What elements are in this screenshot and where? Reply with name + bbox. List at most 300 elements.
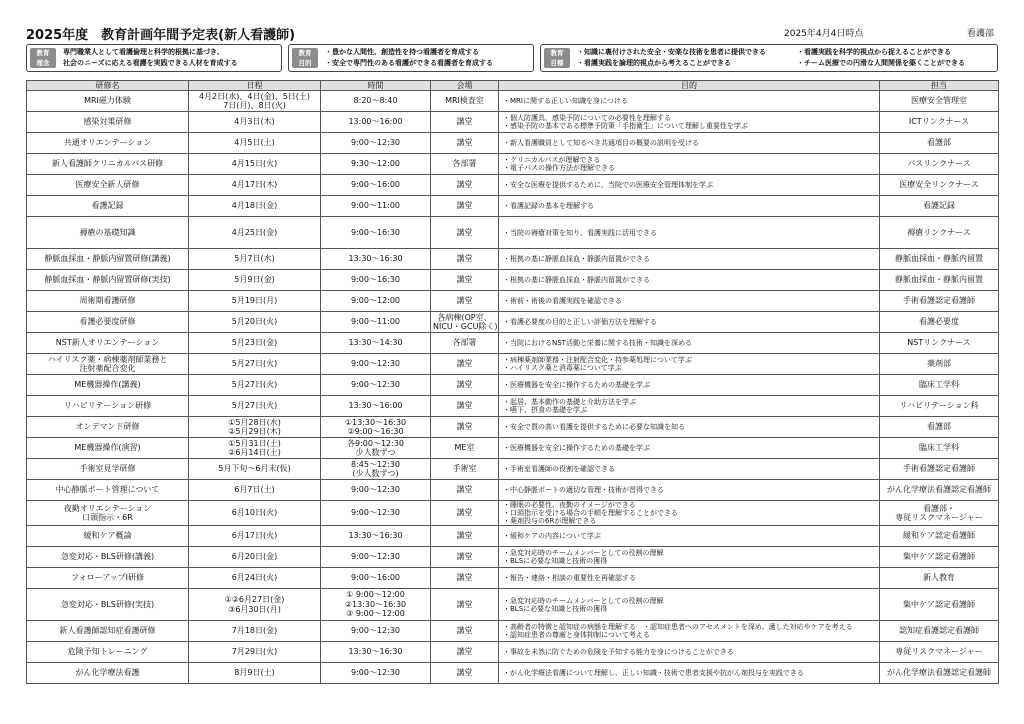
training-name-cell-line: リハビリテーション研修 bbox=[63, 401, 152, 411]
table-row bbox=[27, 526, 999, 547]
staff-cell bbox=[880, 196, 999, 217]
purpose-cell-line: ・報告・連絡・相談の重要性を再確認する bbox=[503, 574, 636, 582]
date-cell-line: 8月9日(土) bbox=[234, 668, 275, 678]
staff-cell-line: 看護部・ bbox=[923, 503, 955, 513]
time-cell bbox=[321, 217, 431, 249]
purpose-cell-line: ・起居、基本動作の基礎と介助方法を学ぶ bbox=[503, 398, 636, 406]
staff-cell-line: 新人教育 bbox=[923, 573, 955, 583]
staff-cell bbox=[880, 589, 999, 621]
training-name-cell bbox=[27, 249, 189, 270]
purpose-cell-line: ・術前・術後の看護実践を確認できる bbox=[503, 297, 622, 305]
time-cell-line: 9:00～12:30 bbox=[350, 508, 401, 518]
venue-cell-line: 各病棟(OP室、 bbox=[437, 312, 492, 322]
training-name-cell-line: 注射薬配合変化 bbox=[79, 364, 136, 373]
purpose-cell bbox=[499, 133, 880, 154]
time-cell bbox=[321, 175, 431, 196]
staff-cell bbox=[880, 417, 999, 438]
venue-cell-line: 講堂 bbox=[456, 422, 473, 432]
staff-cell-line: ICTリンクナース bbox=[908, 117, 970, 127]
table-row bbox=[27, 501, 999, 526]
purpose-cell-line: ・クリニカルパスが理解できる bbox=[503, 156, 601, 164]
date-cell-line: 5月23日(金) bbox=[231, 338, 278, 348]
staff-cell-line: 集中ケア認定看護師 bbox=[903, 599, 975, 609]
date-cell-line: 5月27日(火) bbox=[231, 359, 278, 369]
staff-cell bbox=[880, 333, 999, 354]
training-name-cell bbox=[27, 459, 189, 480]
training-name-cell bbox=[27, 547, 189, 568]
venue-cell-line: 講堂 bbox=[456, 647, 473, 657]
venue-cell bbox=[431, 396, 499, 417]
purpose-cell-line: ・根拠の基に静脈血採血・静脈内留置ができる bbox=[503, 255, 650, 263]
philosophy-tag: 教育 理念 bbox=[30, 48, 56, 68]
time-cell-line: 9:00～12:30 bbox=[350, 138, 401, 148]
header-date: 日程 bbox=[189, 81, 321, 91]
training-name-cell bbox=[27, 91, 189, 112]
purpose-cell-line: ・ハイリスク薬と消毒薬について学ぶ bbox=[503, 364, 622, 372]
training-name-cell bbox=[27, 354, 189, 375]
date-cell bbox=[189, 375, 321, 396]
staff-cell bbox=[880, 91, 999, 112]
header-training-name: 研修名 bbox=[27, 81, 189, 91]
training-name-cell-line: オンデマンド研修 bbox=[75, 422, 140, 432]
time-cell-line: 8:20～8:40 bbox=[353, 96, 398, 106]
time-cell bbox=[321, 621, 431, 642]
training-name-cell-line: ME機器操作(演習) bbox=[74, 443, 141, 453]
time-cell bbox=[321, 154, 431, 175]
date-cell-line: 4月3日(木) bbox=[234, 117, 275, 127]
date-cell-line: ③6月30日(月) bbox=[228, 604, 281, 614]
venue-cell-line: 講堂 bbox=[456, 508, 473, 518]
staff-cell bbox=[880, 501, 999, 526]
date-cell bbox=[189, 547, 321, 568]
staff-cell-line: 看護部 bbox=[927, 422, 951, 432]
date-cell bbox=[189, 133, 321, 154]
training-name-cell bbox=[27, 526, 189, 547]
venue-cell bbox=[431, 154, 499, 175]
purpose-cell bbox=[499, 547, 880, 568]
date-cell-line: 6月17日(火) bbox=[231, 531, 278, 541]
venue-cell bbox=[431, 291, 499, 312]
training-name-cell bbox=[27, 333, 189, 354]
header-time: 時間 bbox=[321, 81, 431, 91]
table-row bbox=[27, 480, 999, 501]
venue-cell-line: 講堂 bbox=[456, 380, 473, 390]
purpose-cell bbox=[499, 396, 880, 417]
venue-cell-line: 講堂 bbox=[456, 573, 473, 583]
training-name-cell-line: 看護必要度研修 bbox=[79, 317, 136, 327]
time-cell bbox=[321, 112, 431, 133]
venue-cell bbox=[431, 249, 499, 270]
training-name-cell-line: 危険予知トレーニング bbox=[67, 647, 148, 657]
venue-cell-line: NICU・GCU除く) bbox=[433, 322, 498, 331]
training-name-cell bbox=[27, 196, 189, 217]
venue-cell bbox=[431, 270, 499, 291]
table-row bbox=[27, 663, 999, 684]
purpose-cell-line: ・中心静脈ポートの適切な管理・技術が習得できる bbox=[503, 486, 664, 494]
staff-cell bbox=[880, 459, 999, 480]
time-cell bbox=[321, 249, 431, 270]
staff-cell bbox=[880, 568, 999, 589]
table-row bbox=[27, 112, 999, 133]
purpose-cell bbox=[499, 621, 880, 642]
training-name-cell-line: 緩和ケア概論 bbox=[83, 531, 132, 541]
time-cell bbox=[321, 438, 431, 459]
time-cell bbox=[321, 333, 431, 354]
venue-cell-line: 講堂 bbox=[456, 668, 473, 678]
venue-cell-line: 講堂 bbox=[456, 626, 473, 636]
header-venue: 会場 bbox=[431, 81, 499, 91]
date-cell-line: ②5月29日(木) bbox=[228, 427, 281, 436]
staff-cell-line: 医療安全管理室 bbox=[911, 96, 967, 106]
staff-cell-line: 手術看護認定看護師 bbox=[903, 296, 975, 306]
time-cell bbox=[321, 547, 431, 568]
purpose-cell-line: ・新人看護職員として知るべき共通項目の概要の説明を受ける bbox=[503, 139, 699, 147]
training-name-cell bbox=[27, 396, 189, 417]
staff-cell bbox=[880, 217, 999, 249]
training-name-cell bbox=[27, 568, 189, 589]
purpose-cell bbox=[499, 375, 880, 396]
training-name-cell bbox=[27, 417, 189, 438]
time-cell-line: ①13:30～16:30 bbox=[344, 417, 407, 427]
purpose-cell bbox=[499, 501, 880, 526]
time-cell bbox=[321, 396, 431, 417]
staff-cell-line: 認知症看護認定看護師 bbox=[899, 626, 979, 636]
staff-cell-line: パスリンクナース bbox=[907, 159, 971, 169]
goals-column-2: ・看護実践を科学的視点から捉えることができる ・チーム医療での円滑な人間関係を築くことができる bbox=[797, 48, 965, 67]
venue-cell bbox=[431, 133, 499, 154]
venue-cell-line: 講堂 bbox=[456, 531, 473, 541]
venue-cell bbox=[431, 375, 499, 396]
purpose-cell bbox=[499, 154, 880, 175]
venue-cell-line: 講堂 bbox=[456, 296, 473, 306]
venue-cell-line: 講堂 bbox=[456, 180, 473, 190]
purpose-cell-line: ・睡眠の必要性、夜勤のイメージができる bbox=[503, 501, 636, 509]
training-name-cell-line: 褥瘡の基礎知識 bbox=[79, 227, 136, 237]
date-cell bbox=[189, 312, 321, 333]
date-cell bbox=[189, 249, 321, 270]
staff-cell-line: NSTリンクナース bbox=[907, 338, 971, 348]
purpose-cell bbox=[499, 480, 880, 501]
training-name-cell bbox=[27, 291, 189, 312]
time-cell-line: 13:30～16:30 bbox=[348, 254, 403, 264]
time-cell-line: 各9:00～12:30 bbox=[346, 438, 405, 448]
time-cell-line: (少人数ずつ) bbox=[352, 469, 399, 478]
training-name-cell bbox=[27, 501, 189, 526]
date-cell-line: 7日(月)、8日(火) bbox=[223, 101, 286, 110]
training-name-cell-line: 夜勤オリエンテーション bbox=[63, 503, 152, 513]
time-cell bbox=[321, 663, 431, 684]
time-cell-line: 9:00～16:30 bbox=[350, 275, 401, 285]
time-cell-line: 9:00～12:00 bbox=[350, 296, 401, 306]
education-aim-box bbox=[288, 44, 534, 72]
venue-cell bbox=[431, 663, 499, 684]
purpose-cell-line: ・安全な医療を提供するために、当院での医療安全管理体制を学ぶ bbox=[503, 181, 713, 189]
time-cell bbox=[321, 589, 431, 621]
date-cell bbox=[189, 417, 321, 438]
time-cell-line: 9:00～12:30 bbox=[350, 380, 401, 390]
time-cell bbox=[321, 133, 431, 154]
date-cell-line: 4月2日(水)、4日(金)、5日(土) bbox=[198, 91, 311, 101]
venue-cell bbox=[431, 589, 499, 621]
training-schedule-table bbox=[26, 80, 999, 684]
venue-cell bbox=[431, 501, 499, 526]
staff-cell-line: 専従リスクマネージャー bbox=[895, 647, 983, 657]
table-row bbox=[27, 249, 999, 270]
training-name-cell-line: ME機器操作(講義) bbox=[74, 380, 141, 390]
training-name-cell-line: ハイリスク薬・病棟薬剤師業務と bbox=[47, 354, 168, 364]
training-name-cell-line: 周術期看護研修 bbox=[79, 296, 136, 306]
date-cell bbox=[189, 333, 321, 354]
training-name-cell bbox=[27, 438, 189, 459]
time-cell-line: 9:00～12:30 bbox=[350, 485, 401, 495]
purpose-cell bbox=[499, 459, 880, 480]
staff-cell bbox=[880, 642, 999, 663]
purpose-cell-line: ・MRIに関する正しい知識を身につける bbox=[503, 97, 628, 105]
purpose-cell-line: ・BLSに必要な知識と技術の獲得 bbox=[503, 557, 608, 565]
date-cell-line: 4月15日(火) bbox=[231, 159, 278, 169]
time-cell bbox=[321, 354, 431, 375]
purpose-cell-line: ・口頭指示を受ける場合の手順を理解することができる bbox=[503, 509, 678, 517]
date-cell bbox=[189, 663, 321, 684]
venue-cell-line: 講堂 bbox=[456, 117, 473, 127]
education-goals-box bbox=[540, 44, 998, 72]
staff-cell bbox=[880, 133, 999, 154]
venue-cell bbox=[431, 417, 499, 438]
purpose-cell-line: ・事故を未然に防ぐための危険を予知する能力を身につけることができる bbox=[503, 648, 734, 656]
date-cell bbox=[189, 217, 321, 249]
time-cell-line: ① 9:00～12:00 bbox=[346, 590, 405, 600]
venue-cell-line: 講堂 bbox=[456, 275, 473, 285]
table-row bbox=[27, 459, 999, 480]
date-cell-line: 5月20日(火) bbox=[231, 317, 278, 327]
date-cell bbox=[189, 501, 321, 526]
venue-cell bbox=[431, 642, 499, 663]
venue-cell-line: 講堂 bbox=[456, 401, 473, 411]
date-cell-line: 5月7日(水) bbox=[234, 254, 275, 264]
staff-cell-line: 手術看護認定看護師 bbox=[903, 464, 975, 474]
goals-tag: 教育 目標 bbox=[544, 48, 570, 68]
staff-cell bbox=[880, 175, 999, 196]
training-name-cell bbox=[27, 133, 189, 154]
date-cell-line: 7月18日(金) bbox=[231, 626, 278, 636]
purpose-cell-line: ・緩和ケアの内容について学ぶ bbox=[503, 532, 601, 540]
date-cell-line: 4月18日(金) bbox=[231, 201, 278, 211]
table-row bbox=[27, 417, 999, 438]
training-name-cell bbox=[27, 154, 189, 175]
purpose-cell-line: ・薬剤投与の6Rが理解できる bbox=[503, 517, 597, 525]
date-cell-line: 5月下旬～6月末(仮) bbox=[218, 464, 291, 474]
as-of-date: 2025年4月4日時点 bbox=[784, 29, 864, 39]
training-name-cell bbox=[27, 642, 189, 663]
time-cell-line: 少人数ずつ bbox=[355, 448, 396, 457]
purpose-cell bbox=[499, 249, 880, 270]
venue-cell bbox=[431, 312, 499, 333]
venue-cell-line: 講堂 bbox=[456, 227, 473, 237]
venue-cell-line: ME室 bbox=[454, 443, 475, 453]
time-cell-line: 9:00～12:30 bbox=[350, 626, 401, 636]
venue-cell bbox=[431, 91, 499, 112]
date-cell-line: ②6月14日(土) bbox=[228, 448, 281, 457]
staff-cell bbox=[880, 270, 999, 291]
staff-cell bbox=[880, 249, 999, 270]
header-staff: 担当 bbox=[880, 81, 999, 91]
venue-cell bbox=[431, 568, 499, 589]
training-name-cell bbox=[27, 589, 189, 621]
date-cell-line: 6月10日(火) bbox=[231, 508, 278, 518]
purpose-cell bbox=[499, 663, 880, 684]
training-name-cell bbox=[27, 175, 189, 196]
date-cell-line: 4月5日(土) bbox=[234, 138, 275, 148]
staff-cell bbox=[880, 621, 999, 642]
training-name-cell bbox=[27, 112, 189, 133]
venue-cell-line: 講堂 bbox=[456, 599, 473, 609]
time-cell bbox=[321, 526, 431, 547]
staff-cell-line: 臨床工学科 bbox=[919, 443, 959, 453]
date-cell-line: 7月29日(火) bbox=[231, 647, 278, 657]
staff-cell bbox=[880, 547, 999, 568]
venue-cell-line: 講堂 bbox=[456, 201, 473, 211]
date-cell bbox=[189, 196, 321, 217]
date-cell-line: 6月24日(火) bbox=[231, 573, 278, 583]
training-name-cell bbox=[27, 621, 189, 642]
training-name-cell-line: 静脈血採血・静脈内留置研修(講義) bbox=[44, 254, 171, 264]
time-cell-line: ③ 9:00～12:00 bbox=[346, 609, 405, 619]
table-header-row bbox=[27, 81, 999, 91]
venue-cell bbox=[431, 480, 499, 501]
purpose-cell bbox=[499, 175, 880, 196]
time-cell-line: ②9:00～16:30 bbox=[347, 427, 404, 436]
staff-cell-line: 医療安全リンクナース bbox=[899, 180, 979, 190]
venue-cell bbox=[431, 526, 499, 547]
staff-cell bbox=[880, 375, 999, 396]
date-cell bbox=[189, 526, 321, 547]
time-cell bbox=[321, 91, 431, 112]
aim-text: ・豊かな人間性、創造性を持つ看護者を育成する ・安全で専門性のある看護ができる看護者を育成する bbox=[325, 48, 493, 67]
staff-cell-line: 静脈血採血・静脈内留置 bbox=[895, 275, 983, 285]
purpose-cell bbox=[499, 642, 880, 663]
training-name-cell-line: 共通オリエンテーション bbox=[63, 138, 152, 148]
time-cell bbox=[321, 417, 431, 438]
purpose-cell bbox=[499, 526, 880, 547]
training-name-cell bbox=[27, 480, 189, 501]
purpose-cell-line: ・嚥下、摂食の基礎を学ぶ bbox=[503, 406, 587, 414]
venue-cell bbox=[431, 196, 499, 217]
table-row bbox=[27, 270, 999, 291]
time-cell-line: 13:00～16:00 bbox=[348, 117, 403, 127]
date-cell bbox=[189, 175, 321, 196]
purpose-cell-line: ・医療機器を安全に操作するための基礎を学ぶ bbox=[503, 444, 650, 452]
purpose-cell-line: ・急変対応時のチームメンバーとしての役割の理解 bbox=[503, 549, 664, 557]
purpose-cell bbox=[499, 112, 880, 133]
time-cell-line: 8:45～12:30 bbox=[350, 459, 401, 469]
table-row bbox=[27, 589, 999, 621]
purpose-cell bbox=[499, 333, 880, 354]
purpose-cell-line: ・当院の褥瘡対策を知り、看護実践に活用できる bbox=[503, 228, 657, 237]
time-cell-line: ②13:30～16:30 bbox=[344, 599, 407, 609]
table-row bbox=[27, 354, 999, 375]
date-cell-line: ①5月28日(水) bbox=[228, 417, 281, 427]
purpose-cell-line: ・根拠の基に静脈血採血・静脈内留置ができる bbox=[503, 276, 650, 284]
date-cell-line: 6月20日(金) bbox=[231, 552, 278, 562]
time-cell-line: 13:30～16:30 bbox=[348, 647, 403, 657]
table-row bbox=[27, 396, 999, 417]
time-cell-line: 9:00～11:00 bbox=[350, 201, 401, 211]
purpose-cell bbox=[499, 291, 880, 312]
table-row bbox=[27, 175, 999, 196]
venue-cell bbox=[431, 333, 499, 354]
venue-cell bbox=[431, 175, 499, 196]
page-header bbox=[26, 24, 998, 42]
table-row bbox=[27, 438, 999, 459]
purpose-cell-line: ・がん化学療法看護について理解し、正しい知識・技術で患者支援や抗がん剤投与を実践できる bbox=[503, 669, 804, 677]
date-cell-line: 5月19日(月) bbox=[231, 296, 278, 306]
purpose-cell-line: ・感染予防の基本である標準予防策「手指衛生」について理解し重要性を学ぶ bbox=[503, 122, 748, 130]
venue-cell-line: 講堂 bbox=[456, 485, 473, 495]
date-cell-line: ①5月31日(土) bbox=[228, 438, 281, 448]
staff-cell-line: 臨床工学科 bbox=[919, 380, 959, 390]
venue-cell bbox=[431, 217, 499, 249]
time-cell-line: 9:00～12:30 bbox=[350, 552, 401, 562]
time-cell bbox=[321, 642, 431, 663]
purpose-cell-line: ・看護記録の基本を理解する bbox=[503, 202, 594, 210]
training-name-cell-line: 口頭指示・6R bbox=[82, 513, 133, 522]
venue-cell-line: 各部署 bbox=[452, 159, 477, 169]
staff-cell-line: がん化学療法看護認定看護師 bbox=[887, 668, 991, 678]
time-cell bbox=[321, 568, 431, 589]
page-title: 2025年度 教育計画年間予定表(新人看護師) bbox=[26, 28, 296, 43]
time-cell-line: 9:00～16:00 bbox=[350, 180, 401, 190]
time-cell-line: 13:30～16:30 bbox=[348, 531, 403, 541]
purpose-cell-line: ・当院におけるNST活動と栄養に関する技術・知識を深める bbox=[503, 339, 692, 347]
philosophy-text: 専門職業人として看護倫理と科学的根拠に基づき、 社会のニーズに応える看護を実践できる人材を育成する bbox=[63, 48, 238, 67]
purpose-cell bbox=[499, 270, 880, 291]
training-name-cell bbox=[27, 312, 189, 333]
training-name-cell-line: 中心静脈ポート管理について bbox=[55, 485, 160, 495]
venue-cell bbox=[431, 459, 499, 480]
venue-cell-line: 講堂 bbox=[456, 359, 473, 369]
purpose-cell bbox=[499, 417, 880, 438]
goals-column-1: ・知識に裏付けされた安全・安楽な技術を患者に提供できる ・看護実践を論理的視点から考えることができる bbox=[577, 48, 766, 67]
staff-cell-line: 看護記録 bbox=[923, 201, 955, 211]
time-cell bbox=[321, 501, 431, 526]
table-row bbox=[27, 312, 999, 333]
purpose-cell-line: ・電子パスの操作方法が理解できる bbox=[503, 164, 615, 172]
date-cell bbox=[189, 642, 321, 663]
time-cell bbox=[321, 196, 431, 217]
purpose-cell bbox=[499, 354, 880, 375]
purpose-cell bbox=[499, 91, 880, 112]
purpose-cell bbox=[499, 568, 880, 589]
time-cell bbox=[321, 480, 431, 501]
purpose-cell-line: ・安全で質の高い看護を提供するために必要な知識を知る bbox=[503, 423, 685, 431]
training-name-cell-line: 手術室見学研修 bbox=[79, 464, 136, 474]
training-name-cell-line: フォローアップⅠ研修 bbox=[71, 573, 144, 583]
purpose-cell-line: ・病棟薬剤師業務・注射配合変化・持参薬処理について学ぶ bbox=[503, 356, 692, 364]
date-cell bbox=[189, 568, 321, 589]
training-name-cell-line: 感染対策研修 bbox=[83, 117, 132, 127]
training-name-cell-line: MRI磁力体験 bbox=[84, 96, 131, 106]
venue-cell-line: 手術室 bbox=[452, 464, 477, 474]
date-cell-line: 5月27日(火) bbox=[231, 401, 278, 411]
staff-cell bbox=[880, 312, 999, 333]
date-cell-line: 4月17日(木) bbox=[231, 180, 278, 190]
header-purpose: 目的 bbox=[499, 81, 880, 91]
date-cell bbox=[189, 480, 321, 501]
date-cell bbox=[189, 354, 321, 375]
venue-cell-line: 各部署 bbox=[452, 338, 477, 348]
date-cell bbox=[189, 621, 321, 642]
training-name-cell-line: 医療安全新人研修 bbox=[75, 180, 140, 190]
